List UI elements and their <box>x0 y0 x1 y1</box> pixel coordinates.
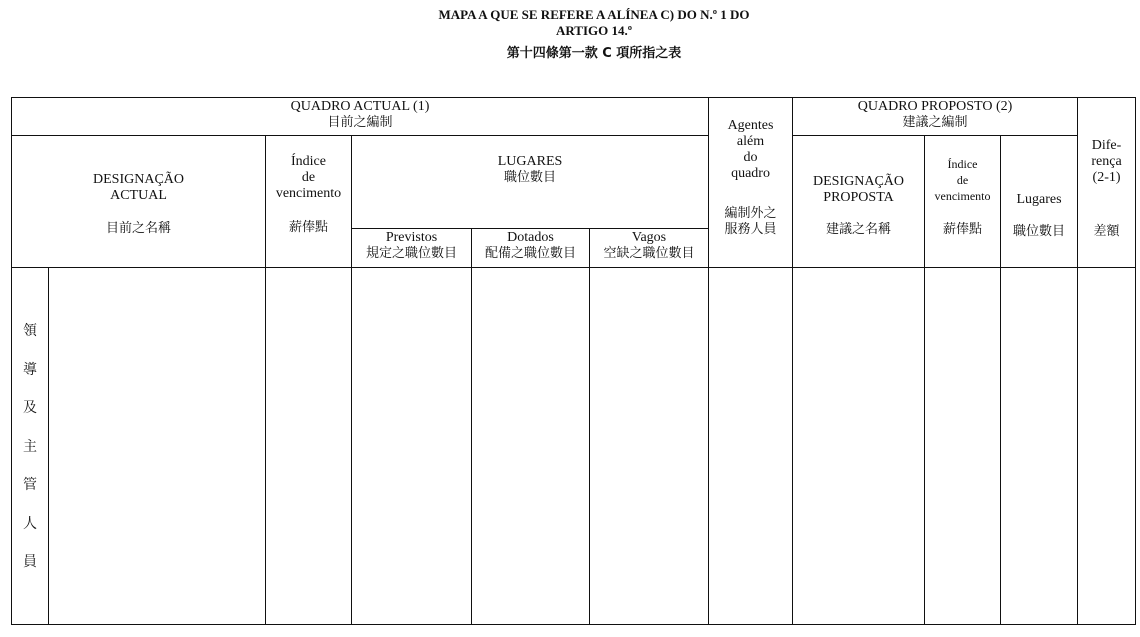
agentes-line: quadro <box>731 166 770 181</box>
vagos-cell <box>590 268 709 625</box>
table-row <box>12 268 1136 625</box>
quadro-proposto-header <box>793 98 1078 136</box>
vagos-label: Vagos <box>631 230 667 245</box>
quadro-proposto-label: QUADRO PROPOSTO (2) <box>857 99 1013 114</box>
previstos-header <box>352 229 472 268</box>
agentes-zh-line: 服務人員 <box>724 222 777 237</box>
diferenca-header <box>1078 98 1136 268</box>
indice-proposto-line: vencimento <box>934 189 991 203</box>
quadro-actual-label-zh: 目前之編制 <box>327 115 393 130</box>
previstos-cell <box>352 268 472 625</box>
agentes-line: do <box>743 150 758 165</box>
quadro-actual-label: QUADRO ACTUAL (1) <box>290 99 430 114</box>
side-label-char: 管 <box>23 477 37 493</box>
side-label-char: 主 <box>23 438 37 455</box>
indice-actual-cell <box>266 268 352 625</box>
indice-proposto-cell <box>925 268 1001 625</box>
lugares-label-zh: 職位數目 <box>504 170 557 185</box>
diferenca-cell <box>1078 268 1136 625</box>
side-label-char: 人 <box>23 515 37 532</box>
side-label-char: 及 <box>23 400 37 416</box>
title-line-1: MAPA A QUE SE REFERE A ALÍNEA C) DO N.º 1 DO <box>438 7 750 22</box>
designacao-proposta-line: DESIGNAÇÃO <box>813 174 905 189</box>
indice-proposto-line: de <box>956 173 969 187</box>
indice-actual-line: Índice <box>291 154 326 169</box>
title-line-chinese: 第十四條第一款 C 項所指之表 <box>506 46 682 61</box>
indice-actual-header <box>266 136 352 268</box>
indice-proposto-line: Índice <box>947 157 978 171</box>
lugares-proposto-cell <box>1001 268 1078 625</box>
agentes-header <box>709 98 793 268</box>
indice-actual-zh: 薪俸點 <box>288 220 328 235</box>
lugares-label: LUGARES <box>497 154 563 169</box>
vagos-zh: 空缺之職位數目 <box>603 246 695 261</box>
designacao-proposta-header <box>793 136 925 268</box>
designacao-actual-header <box>12 136 266 268</box>
diferenca-line: rença <box>1091 154 1122 169</box>
side-label-char: 員 <box>23 554 37 570</box>
side-label-char: 領 <box>23 323 37 339</box>
agentes-cell <box>709 268 793 625</box>
designacao-actual-cell <box>49 268 266 625</box>
lugares-header <box>352 136 709 229</box>
lugares-proposto-label: Lugares <box>1016 192 1062 207</box>
designacao-actual-line: DESIGNAÇÃO <box>93 172 184 187</box>
indice-actual-line: vencimento <box>275 186 342 201</box>
dotados-header <box>472 229 590 268</box>
indice-proposto-zh: 薪俸點 <box>943 222 983 237</box>
lugares-proposto-zh: 職位數目 <box>1013 224 1066 239</box>
agentes-line: além <box>736 134 765 149</box>
side-label-cell <box>12 268 49 625</box>
agentes-line: Agentes <box>727 118 774 133</box>
agentes-zh-line: 編制外之 <box>724 206 777 221</box>
quadro-proposto-label-zh: 建議之編制 <box>902 115 968 130</box>
staff-map-table <box>11 97 1136 625</box>
title-line-2: ARTIGO 14.º <box>555 23 633 38</box>
vagos-header <box>590 229 709 268</box>
designacao-proposta-cell <box>793 268 925 625</box>
dotados-zh: 配備之職位數目 <box>484 246 576 261</box>
previstos-label: Previstos <box>385 230 438 245</box>
designacao-actual-zh: 目前之名稱 <box>105 221 171 236</box>
diferenca-line: Dife- <box>1091 138 1122 153</box>
diferenca-zh: 差額 <box>1093 224 1120 239</box>
indice-actual-line: de <box>301 170 316 185</box>
lugares-proposto-header <box>1001 136 1078 268</box>
quadro-actual-header <box>12 98 709 136</box>
designacao-proposta-line: PROPOSTA <box>823 190 894 205</box>
designacao-proposta-zh: 建議之名稱 <box>826 222 892 237</box>
previstos-zh: 規定之職位數目 <box>365 246 457 261</box>
indice-proposto-header <box>925 136 1001 268</box>
dotados-cell <box>472 268 590 625</box>
diferenca-line: (2-1) <box>1092 170 1121 185</box>
side-label-char: 導 <box>23 361 37 378</box>
dotados-label: Dotados <box>507 230 554 245</box>
designacao-actual-line: ACTUAL <box>110 188 167 203</box>
